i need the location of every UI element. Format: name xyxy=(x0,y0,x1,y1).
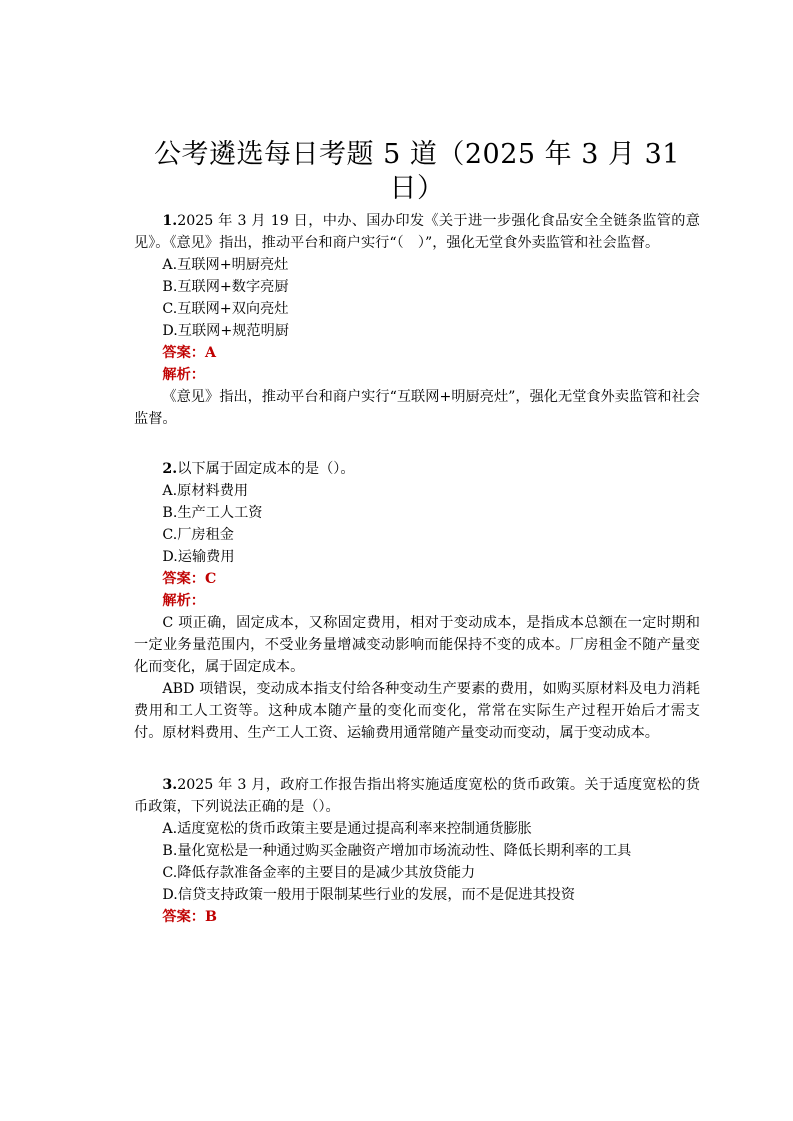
question-stem: 2025 年 3 月，政府工作报告指出将实施适度宽松的货币政策。关于适度宽松的货币政策，下列说法正确的是（）。 xyxy=(134,777,700,815)
question-1 xyxy=(134,210,700,430)
analysis xyxy=(134,386,700,430)
answer-line xyxy=(134,906,700,928)
answer-line xyxy=(134,568,700,590)
question-stem: 2025 年 3 月 19 日，中办、国办印发《关于进一步强化食品安全全链条监管的意见》。《意见》指出，推动平台和商户实行“（ ）”，强化无堂食外卖监管和社会监督。 xyxy=(134,213,700,251)
question-number: 3. xyxy=(162,777,178,793)
answer-value: B xyxy=(204,909,217,925)
option-c: C.降低存款准备金率的主要目的是减少其放贷能力 xyxy=(162,865,476,881)
option-a: A.适度宽松的货币政策主要是通过提高利率来控制通货膨胀 xyxy=(162,821,532,837)
option-d: D.运输费用 xyxy=(162,549,235,565)
option-c: C.互联网+双向亮灶 xyxy=(162,301,289,317)
answer-label: 答案： xyxy=(162,345,205,361)
analysis-paragraph: C 项正确，固定成本，又称固定费用，相对于变动成本，是指成本总额在一定时期和一定业务量范围内，不受业务量增减变动影响而能保持不变的成本。厂房租金不随产量变化而变化，属于固定成本。 xyxy=(134,615,700,675)
answer-value: A xyxy=(204,345,216,361)
option-b: B.量化宽松是一种通过购买金融资产增加市场流动性、降低长期利率的工具 xyxy=(162,843,632,859)
option-d: D.信贷支持政策一般用于限制某些行业的发展，而不是促进其投资 xyxy=(162,887,576,903)
question-stem: 以下属于固定成本的是（）。 xyxy=(177,461,355,477)
analysis-paragraph: ABD 项错误，变动成本指支付给各种变动生产要素的费用，如购买原材料及电力消耗费用和工人工资等。这种成本随产量的变化而变化，常常在实际生产过程开始后才需支付。原材料费用、生产工人工资、运输费用通常随产量变动而变动，属于变动成本。 xyxy=(134,681,700,741)
question-2 xyxy=(134,458,700,744)
answer-label: 答案： xyxy=(162,909,205,925)
question-number: 2. xyxy=(162,461,178,477)
analysis-label: 解析： xyxy=(162,593,205,609)
analysis-paragraph: 《意见》指出，推动平台和商户实行“互联网+明厨亮灶”，强化无堂食外卖监管和社会监督。 xyxy=(134,389,700,427)
question-3 xyxy=(134,774,700,928)
answer-label: 答案： xyxy=(162,571,205,587)
option-a: A.原材料费用 xyxy=(162,483,249,499)
option-d: D.互联网+规范明厨 xyxy=(162,323,289,339)
answer-value: C xyxy=(204,571,217,587)
option-a: A.互联网+明厨亮灶 xyxy=(162,257,289,273)
option-b: B.生产工人工资 xyxy=(162,505,263,521)
option-c: C.厂房租金 xyxy=(162,527,234,543)
answer-line xyxy=(134,342,700,364)
page-title: 公考遴选每日考题 5 道（2025 年 3 月 31 日） xyxy=(154,139,680,204)
analysis xyxy=(134,612,700,744)
analysis-label: 解析： xyxy=(162,367,205,383)
question-number: 1. xyxy=(162,213,178,229)
option-b: B.互联网+数字亮厨 xyxy=(162,279,289,295)
